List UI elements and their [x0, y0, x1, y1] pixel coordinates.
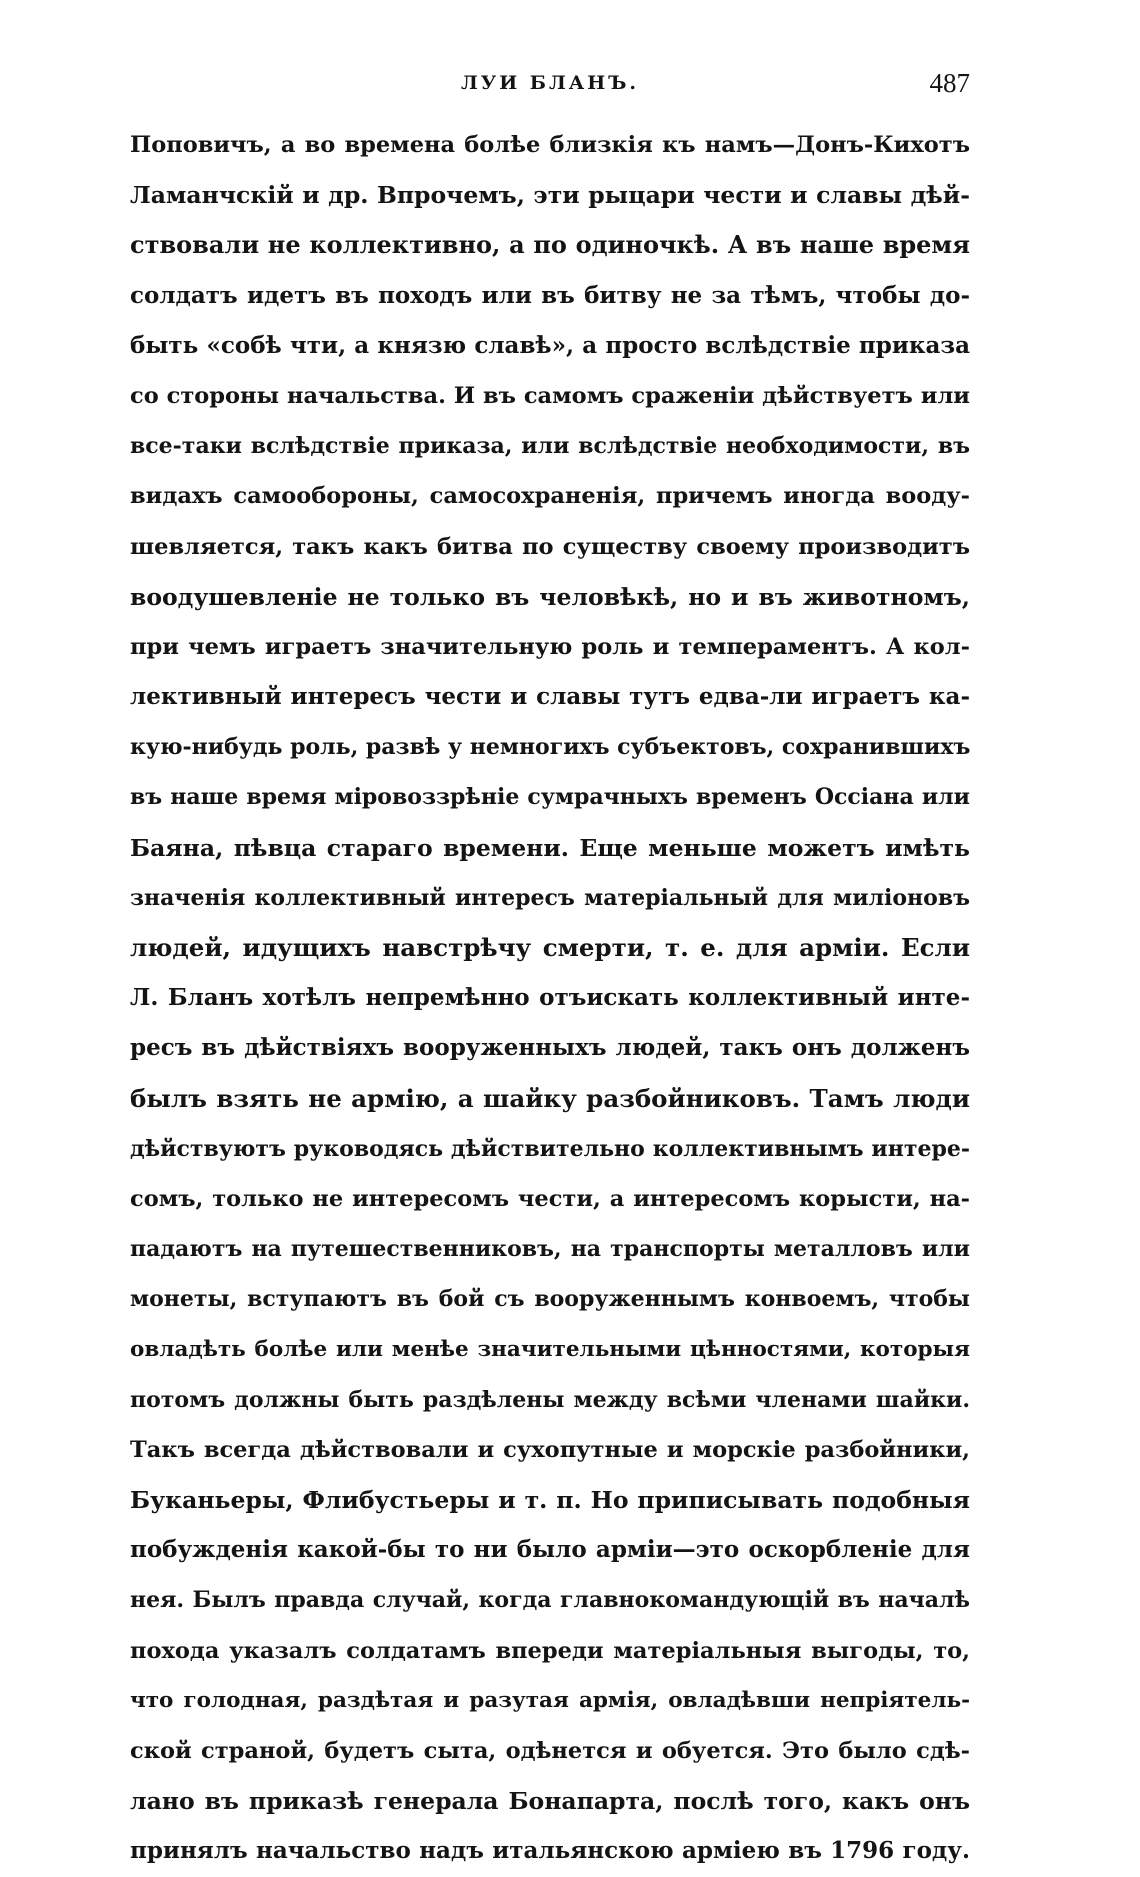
text-line: былъ взять не армію, а шайку разбойниковъ. Тамъ люди — [130, 1083, 970, 1113]
running-head-title: ЛУИ БЛАНЪ. — [460, 72, 640, 94]
text-line: людей, идущихъ навстрѣчу смерти, т. е. для арміи. Если — [130, 933, 970, 962]
text-line: въ наше время міровоззрѣніе сумрачныхъ временъ Оссіана или — [130, 784, 970, 811]
text-line: при чемъ играетъ значительную роль и темпераментъ. А кол- — [130, 633, 970, 660]
text-line: побужденія какой-бы то ни было арміи—это оскорбленіе для — [130, 1536, 970, 1564]
text-line: быть «собѣ чти, а князю славѣ», а просто вслѣдствіе приказа — [130, 331, 970, 359]
text-line: Ламанчскій и др. Впрочемъ, эти рыцари чести и славы дѣй- — [130, 181, 970, 210]
text-line: падаютъ на путешественниковъ, на транспорты металловъ или — [130, 1236, 970, 1263]
text-line: Поповичъ, а во времена болѣе близкія къ намъ—Донъ-Кихотъ — [130, 132, 970, 158]
text-line: лано въ приказѣ генерала Бонапарта, послѣ того, какъ онъ — [130, 1787, 970, 1816]
text-line: кую-нибудь роль, развѣ у немногихъ субъектовъ, сохранившихъ — [130, 734, 970, 761]
text-line: лективный интересъ чести и славы тутъ едва-ли играетъ ка- — [130, 683, 970, 711]
text-line: что голодная, раздѣтая и разутая армія, овладѣвши непріятель- — [130, 1687, 970, 1713]
text-line: ской страной, будетъ сыта, одѣнется и обуется. Это было сдѣ- — [130, 1738, 970, 1764]
text-line: Такъ всегда дѣйствовали и сухопутные и морскіе разбойники, — [130, 1436, 970, 1463]
body-text — [130, 120, 970, 1877]
text-line: потомъ должны быть раздѣлены между всѣми членами шайки. — [130, 1386, 970, 1413]
text-line: сомъ, только не интересомъ чести, а интересомъ корысти, на- — [130, 1185, 970, 1212]
text-line: дѣйствуютъ руководясь дѣйствительно коллективнымъ интере- — [130, 1135, 970, 1162]
text-line: солдатъ идетъ въ походъ или въ битву не за тѣмъ, чтобы до- — [130, 281, 970, 309]
text-line: похода указалъ солдатамъ впереди матеріальныя выгоды, то, — [130, 1637, 970, 1664]
text-line: Буканьеры, Флибустьеры и т. п. Но приписывать подобныя — [130, 1486, 970, 1515]
text-line: со стороны начальства. И въ самомъ сраженіи дѣйствуетъ или — [130, 382, 970, 409]
running-head — [130, 68, 970, 108]
page-number: 487 — [929, 68, 970, 98]
text-line: овладѣть болѣе или менѣе значительными цѣнностями, которыя — [130, 1336, 970, 1362]
text-line: шевляется, такъ какъ битва по существу своему производитъ — [130, 533, 970, 560]
text-line: Л. Бланъ хотѣлъ непремѣнно отъискать коллективный инте- — [130, 984, 970, 1012]
text-line: ствовали не коллективно, а по одиночкѣ. А въ наше время — [130, 230, 970, 260]
text-line: ресъ въ дѣйствіяхъ вооруженныхъ людей, такъ онъ долженъ — [130, 1034, 970, 1062]
text-line: нея. Былъ правда случай, когда главнокомандующій въ началѣ — [130, 1587, 970, 1614]
text-line: все-таки вслѣдствіе приказа, или вслѣдствіе необходимости, въ — [130, 433, 970, 460]
text-line: монеты, вступаютъ въ бой съ вооруженнымъ конвоемъ, чтобы — [130, 1286, 970, 1313]
text-line: принялъ начальство надъ итальянскою арміею въ 1796 году. — [130, 1837, 970, 1865]
text-line: воодушевленіе не только въ человѣкѣ, но и въ животномъ, — [130, 582, 970, 611]
text-line: Баяна, пѣвца стараго времени. Еще меньше можетъ имѣть — [130, 833, 970, 862]
text-line: видахъ самообороны, самосохраненія, причемъ иногда вооду- — [130, 483, 970, 510]
text-line: значенія коллективный интересъ матеріальный для миліоновъ — [130, 884, 970, 911]
